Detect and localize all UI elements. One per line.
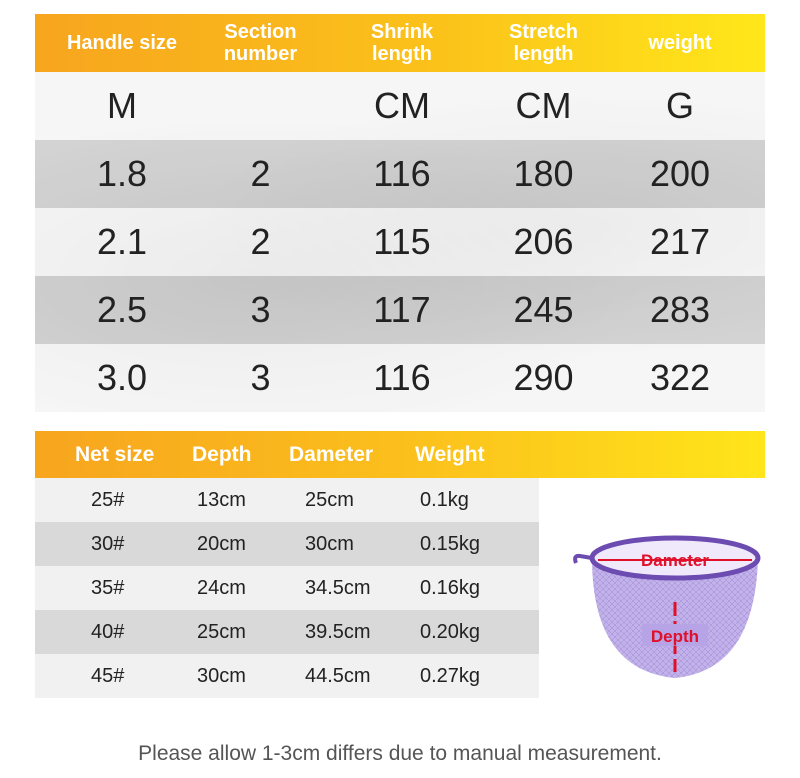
unit-cell [209, 72, 312, 140]
header-depth: Depth [192, 442, 252, 466]
handle-table-header [35, 14, 765, 72]
table-cell: 13cm [197, 488, 246, 511]
header-net-size: Net size [75, 442, 155, 466]
handle-size-table [35, 14, 765, 412]
table-cell: 180 [513, 153, 574, 194]
depth-label: Depth [650, 627, 700, 646]
table-cell: 0.27kg [420, 664, 481, 687]
measurement-note: Please allow 1-3cm differs due to manual measurement. [138, 742, 662, 765]
table-cell: 0.1kg [420, 488, 469, 511]
table-cell: 0.20kg [420, 620, 481, 643]
table-cell: 283 [649, 289, 711, 330]
table-cell: 25cm [305, 488, 354, 511]
table-cell: 2 [250, 153, 271, 194]
table-row [35, 566, 539, 610]
table-cell: 30# [91, 532, 125, 555]
net-table-header [35, 431, 765, 478]
landing-net-diagram [570, 520, 770, 690]
header-weight: Weight [415, 442, 485, 466]
unit-cell: M [107, 85, 137, 126]
unit-cell: CM [515, 85, 572, 126]
handle-table-body [35, 72, 765, 412]
unit-cell: CM [374, 85, 430, 126]
net-hook [575, 556, 592, 563]
net-size-table [35, 478, 539, 698]
table-cell: 115 [373, 221, 431, 262]
table-cell: 2.5 [96, 289, 148, 330]
table-cell: 2 [250, 221, 271, 262]
table-cell: 35# [91, 576, 125, 599]
header-weight: weight [648, 32, 712, 54]
table-cell: 206 [513, 221, 574, 262]
table-cell: 217 [649, 221, 711, 262]
unit-cell: G [665, 85, 694, 126]
table-cell: 30cm [305, 532, 354, 555]
table-row [35, 610, 539, 654]
header-shrink-length: Shrink length [370, 21, 434, 65]
table-cell: 0.16kg [420, 576, 481, 599]
table-cell: 25# [91, 488, 125, 511]
table-row [35, 478, 539, 522]
table-cell: 322 [649, 357, 711, 398]
table-row [35, 140, 765, 208]
units-row [35, 72, 765, 140]
table-cell: 30cm [197, 664, 246, 687]
table-row [35, 522, 539, 566]
table-cell: 117 [373, 289, 431, 330]
table-cell: 116 [373, 357, 431, 398]
table-cell: 200 [649, 153, 711, 194]
table-cell: 2.1 [96, 221, 148, 262]
table-cell: 40# [91, 620, 125, 643]
table-cell: 116 [373, 153, 431, 194]
table-cell: 34.5cm [305, 576, 371, 599]
table-row [35, 344, 765, 412]
table-cell: 24cm [197, 576, 246, 599]
table-cell: 3.0 [96, 357, 148, 398]
table-cell: 45# [91, 664, 125, 687]
header-dameter: Dameter [289, 442, 374, 466]
table-cell: 1.8 [96, 153, 148, 194]
header-handle-size: Handle size [66, 32, 178, 54]
table-cell: 44.5cm [305, 664, 371, 687]
diameter-label: Dameter [640, 551, 710, 570]
table-cell: 3 [250, 289, 271, 330]
table-cell: 0.15kg [420, 532, 481, 555]
table-cell: 245 [513, 289, 574, 330]
header-stretch-length: Stretch length [509, 21, 578, 65]
table-row [35, 276, 765, 344]
table-cell: 3 [250, 357, 271, 398]
table-cell: 290 [513, 357, 574, 398]
header-section-number: Section number [223, 21, 298, 65]
table-cell: 25cm [197, 620, 246, 643]
table-row [35, 654, 539, 698]
table-row [35, 208, 765, 276]
table-cell: 39.5cm [305, 620, 371, 643]
table-cell: 20cm [197, 532, 246, 555]
